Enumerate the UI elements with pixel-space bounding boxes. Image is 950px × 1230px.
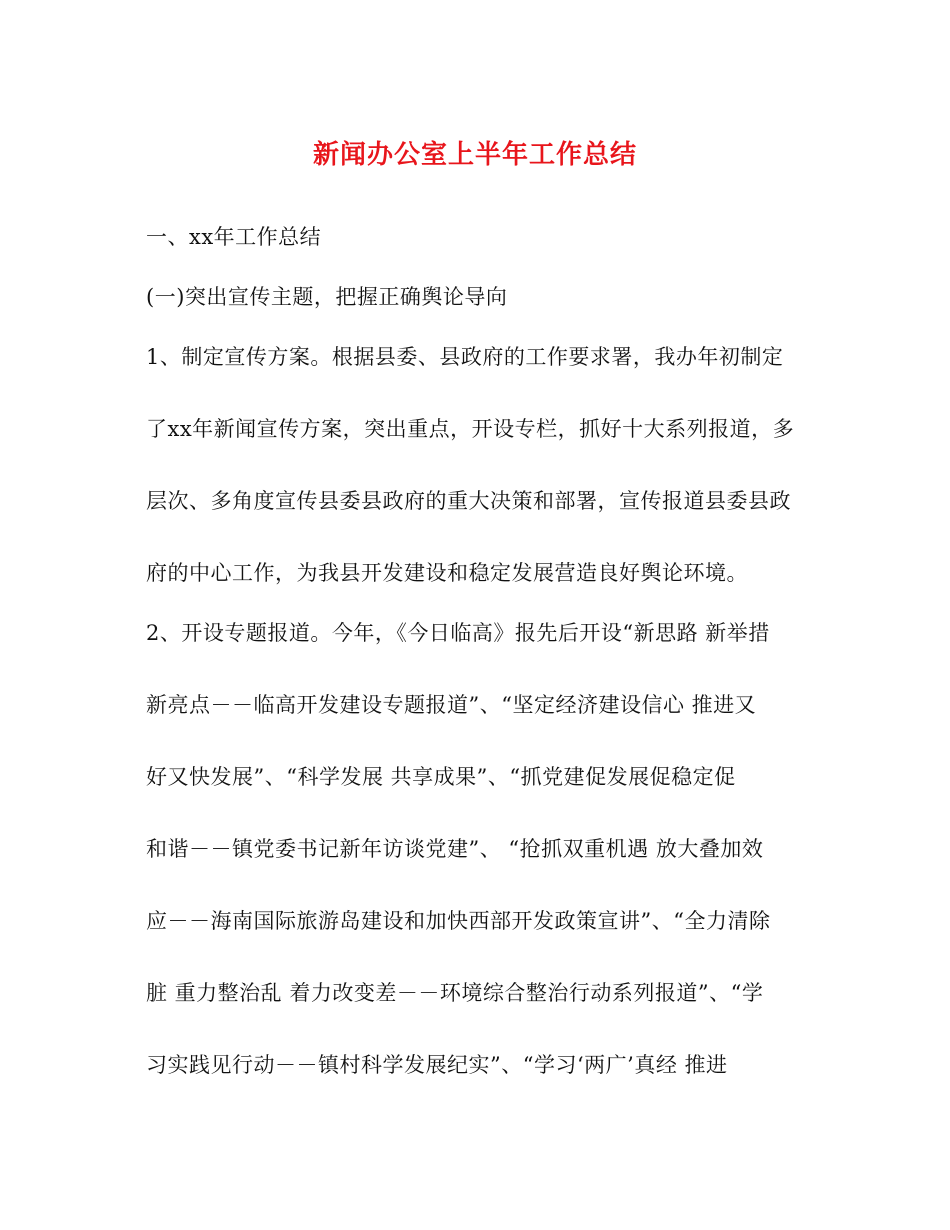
paragraph-line: 层次、多角度宣传县委县政府的重大决策和部署，宣传报道县委县政 bbox=[146, 489, 791, 513]
subsection-heading: (一)突出宣传主题，把握正确舆论导向 bbox=[146, 285, 508, 309]
paragraph-line: 脏 重力整治乱 着力改变差－－环境综合整治行动系列报道”、“学 bbox=[146, 981, 764, 1005]
section-heading: 一、xx年工作总结 bbox=[146, 225, 322, 249]
document-title: 新闻办公室上半年工作总结 bbox=[312, 140, 637, 170]
paragraph-line: 府的中心工作，为我县开发建设和稳定发展营造良好舆论环境。 bbox=[146, 561, 748, 585]
paragraph-line: 新亮点－－临高开发建设专题报道”、“坚定经济建设信心 推进又 bbox=[146, 693, 757, 717]
paragraph-line: 好又快发展”、“科学发展 共享成果”、“抓党建促发展促稳定促 bbox=[146, 765, 736, 789]
paragraph-line: 了xx年新闻宣传方案，突出重点，开设专栏，抓好十大系列报道，多 bbox=[146, 417, 795, 441]
paragraph-line: 和谐－－镇党委书记新年访谈党建”、 “抢抓双重机遇 放大叠加效 bbox=[146, 837, 764, 861]
paragraph-line: 2、开设专题报道。今年，《今日临高》报先后开设“新思路 新举措 bbox=[146, 621, 770, 645]
paragraph-line: 1、制定宣传方案。根据县委、县政府的工作要求署，我办年初制定 bbox=[146, 345, 784, 369]
paragraph-line: 应－－海南国际旅游岛建设和加快西部开发政策宣讲”、“全力清除 bbox=[146, 909, 771, 933]
paragraph-line: 习实践见行动－－镇村科学发展纪实”、“学习‘两广’真经 推进 bbox=[146, 1053, 728, 1077]
